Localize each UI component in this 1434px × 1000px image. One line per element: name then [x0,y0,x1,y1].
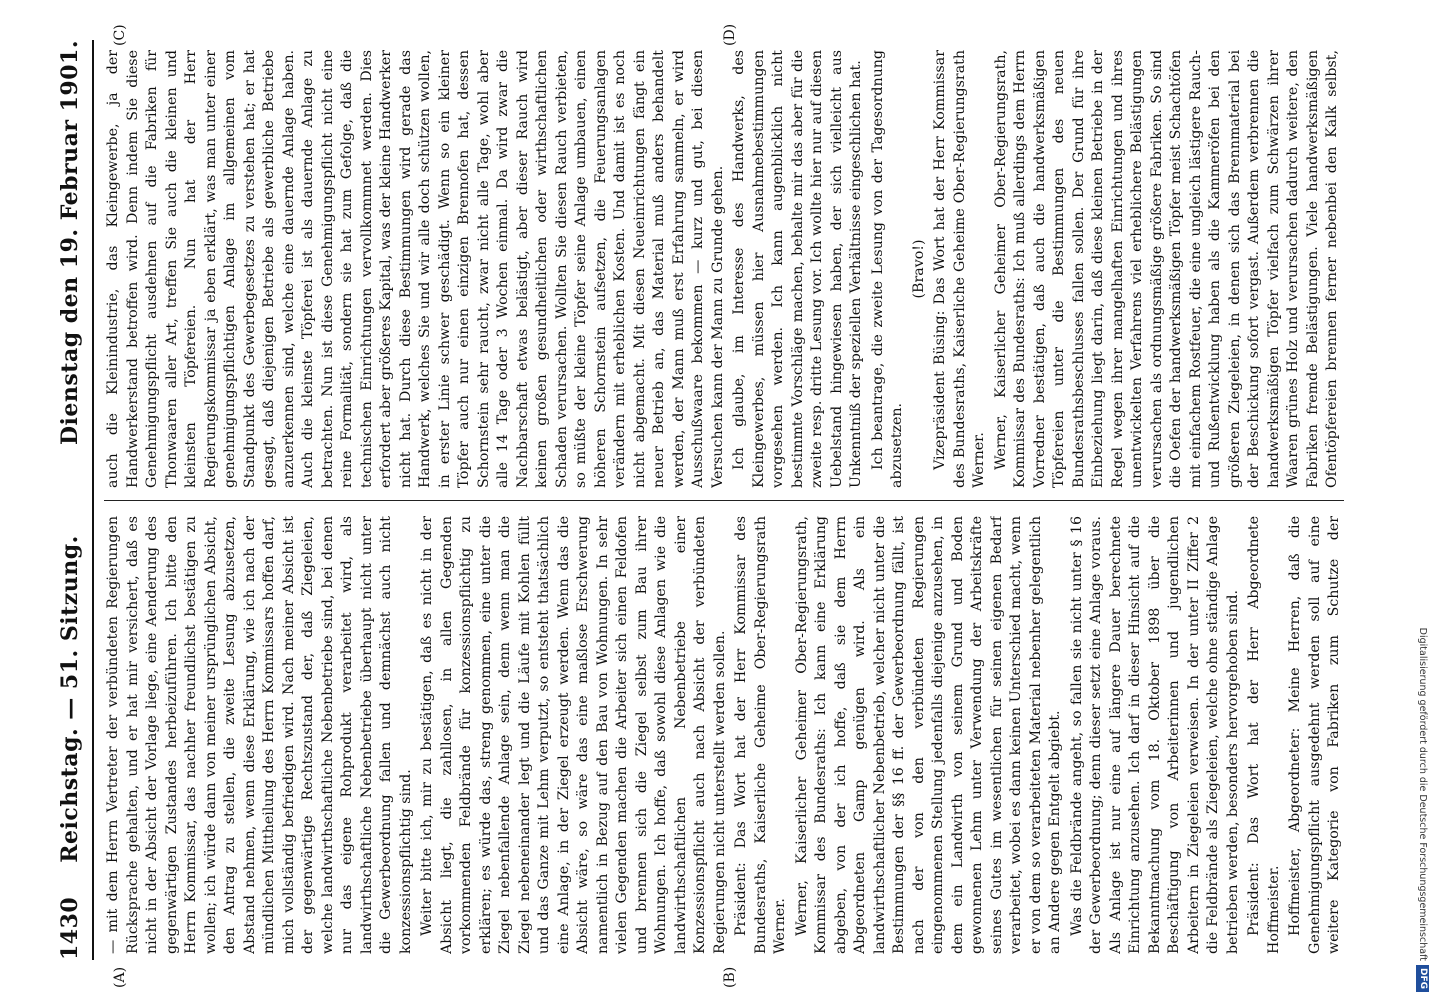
dfg-logo: DFG [1417,965,1430,992]
paragraph: Werner, Kaiserlicher Geheimer Ober-Regierungsrath, Kommissar des Bundesraths: Ich kann eine Erklärung abgeben, von der ich hoffe, daß sie dem Herrn Abgeordneten Gamp genügen wird. Als ein landwirthschaftlicher Nebenbetrieb, welcher nicht unter die Bestimmungen der §§ 16 ff. der Gewerbeordnung fällt, ist nach der von den verbündeten Regierungen eingenommenen Stellung jedenfalls diejenige anzusehen, in dem ein Landwirth von seinem Grund und Boden gewonnenen Lehm unter Verwendung der Arbeitskräfte seines Gutes im wesentlichen für seinen eigenen Bedarf verarbeitet, wobei es dann keinen Unterschied macht, wenn er von dem so verarbeiteten Material nebenher gelegentlich an Andere gegen Entgelt abgiebt. [793,516,1063,954]
margin-letter-a: (A) [112,966,128,988]
header-rule [92,40,94,960]
column-divider [104,500,1344,501]
paragraph: Ich beantrage, die zweite Lesung von der Tagesordnung abzusetzen. [869,50,905,488]
paragraph: Vizepräsident Büsing: Das Wort hat der Herr Kommissar des Bundesraths, Kaiserliche Geheime Ober-Regierungsrath Werner. [932,50,987,488]
paragraph: Ich glaube, im Interesse des Handwerks, des Kleingewerbes, müssen hier Ausnahmebestimmungen vorgesehen werden. Ich kann augenblicklich nicht bestimmte Vorschläge machen, behalte mir das aber für die zweite resp. dritte Lesung vor. Ich wollte hier nur auf diesen Uebelstand hingewiesen haben, der sich vielleicht aus Unkenntniß der speziellen Verhältnisse eingeschlichen hat. [731,50,864,488]
paragraph: — mit dem Herrn Vertreter der verbündeten Regierungen Rücksprache gehalten, und er hat mir versichert, daß es nicht in der Absicht der Vorlage liege, eine Aenderung des gegenwärtigen Zustandes herbeizuführen. Ich bitte den Herrn Kommissar, das nachher freundlichst bestätigen zu wollen; ich würde dann von meiner ursprünglichen Absicht, den Antrag zu stellen, die zweite Lesung abzusetzen, Abstand nehmen, wenn diese Erklärung, wie ich nach der mündlichen Mittheilung des Herrn Kommissars hoffen darf, mich vollständig befriedigen wird. Nach meiner Absicht ist der gegenwärtige Rechtszustand der, daß Ziegeleien, welche landwirthschaftliche Nebenbetriebe sind, bei denen nur das eigene Rohprodukt verarbeitet wird, als landwirthschaftliche Nebenbetriebe überhaupt nicht unter die Gewerbeordnung fallen und demnächst auch nicht konzessionspflichtig sind. [105,516,414,954]
header-title: Reichstag. — 51. Sitzung. [57,535,83,863]
paragraph: Was die Feldbrände angeht, so fallen sie nicht unter § 16 der Gewerbeordnung; denn dieser setzt eine Anlage voraus. Als Anlage ist nur eine auf längere Dauer berechnete Einrichtung anzusehen. Ich darf in dieser Hinsicht auf die Bekanntmachung vom 18. Oktober 1898 über die Beschäftigung von Arbeiterinnen und jugendlichen Arbeitern in Ziegeleien verweisen. In der unter II Ziffer 2 die Feldbrände als Ziegeleien, welche ohne ständige Anlage betrieben werden, besonders hervorgehoben sind. [1068,516,1241,954]
digitization-credit-inner [1416,8,1430,992]
paragraph: Präsident: Das Wort hat der Herr Abgeordnete Hoffmeister. [1246,516,1282,954]
paragraph-applause: (Bravo!) [910,239,927,299]
paragraph: Werner, Kaiserlicher Geheimer Ober-Regierungsrath, Kommissar des Bundesraths: Ich muß allerdings dem Herrn Vorredner bestätigen, daß auch die handwerksmäßigen Töpfereien unter die Bestimmungen des neuen Bundesrathsbeschlusses fallen sollen. Der Grund für ihre Einbeziehung liegt darin, daß diese kleinen Betriebe in der Regel wegen ihrer mangelhaften Einrichtungen und ihres unentwickelten Verfahrens viel erheblichere Belästigungen verursachen als ordnungsmäßige größere Fabriken. So sind die Oefen der handwerksmäßigen Töpfer meist Schachtöfen mit einfachem Rostfeuer, die eine ungleich lästigere Rauch- und Rußentwicklung haben als die Kammeröfen bei den größeren Ziegeleien, in denen sich das Brennmaterial bei der Beschickung sofort vergast. Außerdem verbrennen die handwerksmäßigen Töpfer vielfach zum Schwärzen ihrer Waaren grünes Holz und verursachen dadurch weitere, den Fabriken fremde Belästigungen. Viele handwerksmäßigen Ofentöpfereien brennen ferner nebenbei den Kalk selbst, [992,50,1340,488]
header-left-group [57,535,83,960]
right-column [104,50,1344,488]
credit-text: Digitalisierung gefördert durch die Deutsche Forschungsgemeinschaft [1417,627,1429,961]
margin-letter-d: (D) [722,23,738,46]
paragraph: auch die Kleinindustrie, das Kleingewerbe, ja der Handwerkerstand betroffen wird. Denn indem Sie diese Genehmigungspflicht ausdehnen auf die Fabriken für Thonwaaren aller Art, treffen Sie auch die kleinen und kleinsten Töpfereien. Nun hat der Herr Regierungskommissar ja eben erklärt, was man unter einer genehmigungspflichtigen Anlage im allgemeinen vom Standpunkt des Gewerbegesetzes zu verstehen hat; er hat gesagt, daß diejenigen Betriebe als gewerbliche Betriebe anzuerkennen sind, welche eine dauernde Anlage haben. Auch die kleinste Töpferei ist als dauernde Anlage zu betrachten. Nun ist diese Genehmigungspflicht nicht eine reine Formalität, sondern sie hat zum Gefolge, daß die technischen Einrichtungen vervollkommnet werden. Dies erfordert aber größeres Kapital, was der kleine Handwerker nicht hat. Durch diese Bestimmungen wird gerade das Handwerk, welches Sie und wir alle doch schützen wollen, in erster Linie schwer geschädigt. Wenn so ein kleiner Töpfer auch nur einen einzigen Brennofen hat, dessen Schornstein sehr raucht, zwar nicht alle Tage, wohl aber alle 14 Tage oder 3 Wochen einmal. Da wird zwar die Nachbarschaft etwas belästigt, aber dieser Rauch wird keinen großen gesundheitlichen oder wirthschaftlichen Schaden verursachen. Wollten Sie diesen Rauch verbieten, so müßte der kleine Töpfer seine Anlage umbauen, einen höheren Schornstein aufsetzen, die Feuerungsanlagen verändern mit erheblichen Kosten. Und damit ist es noch nicht abgemacht. Mit diesen Neueinrichtungen fängt ein neuer Betrieb an, das Material muß anders behandelt werden, der Mann muß erst Erfahrung sammeln, er wird Ausschußwaare bekommen — kurz und gut, bei diesen Versuchen kann der Mann zu Grunde gehen. [105,50,726,488]
margin-letter-c: (C) [112,24,128,46]
page-header [52,40,88,960]
digitization-credit [1416,8,1430,992]
paragraph: Weiter bitte ich, mir zu bestätigen, daß es nicht in der Absicht liegt, die zahllosen, in allen Gegenden vorkommenden Feldbrände für konzessionspflichtig zu erklären; es würde das, streng genommen, eine unter die Ziegel nebenfallende Anlage sein, denn wenn man die Ziegel nebeneinander legt und die Läufe mit Kohlen füllt und das Ganze mit Lehm verputzt, so entsteht thatsächlich eine Anlage, in der Ziegel erzeugt werden. Wenn das die Absicht wäre, so wäre das eine maßlose Erschwerung namentlich in Bezug auf den Bau von Wohnungen. In sehr vielen Gegenden machen die Arbeiter sich einen Feldofen und brennen sich die Ziegel selbst zum Bau ihrer Wohnungen. Ich hoffe, daß sowohl diese Anlagen wie die landwirthschaftlichen Nebenbetriebe einer Konzessionspflicht auch nach Absicht der verbündeten Regierungen nicht unterstellt werden sollen. [419,516,728,954]
header-date: Dienstag den 19. Februar 1901. [57,40,83,446]
margin-letter-b: (B) [722,966,738,988]
paragraph: Hoffmeister, Abgeordneter: Meine Herren, daß die Genehmigungspflicht ausgedehnt werden soll auf eine weitere Kategorie von Fabriken zum Schutze der [1287,516,1342,954]
paragraph: Präsident: Das Wort hat der Herr Kommissar des Bundesraths, Kaiserliche Geheime Ober-Regierungsrath Werner. [733,516,788,954]
page-number: 1430 [57,896,83,960]
left-column [104,516,1344,954]
